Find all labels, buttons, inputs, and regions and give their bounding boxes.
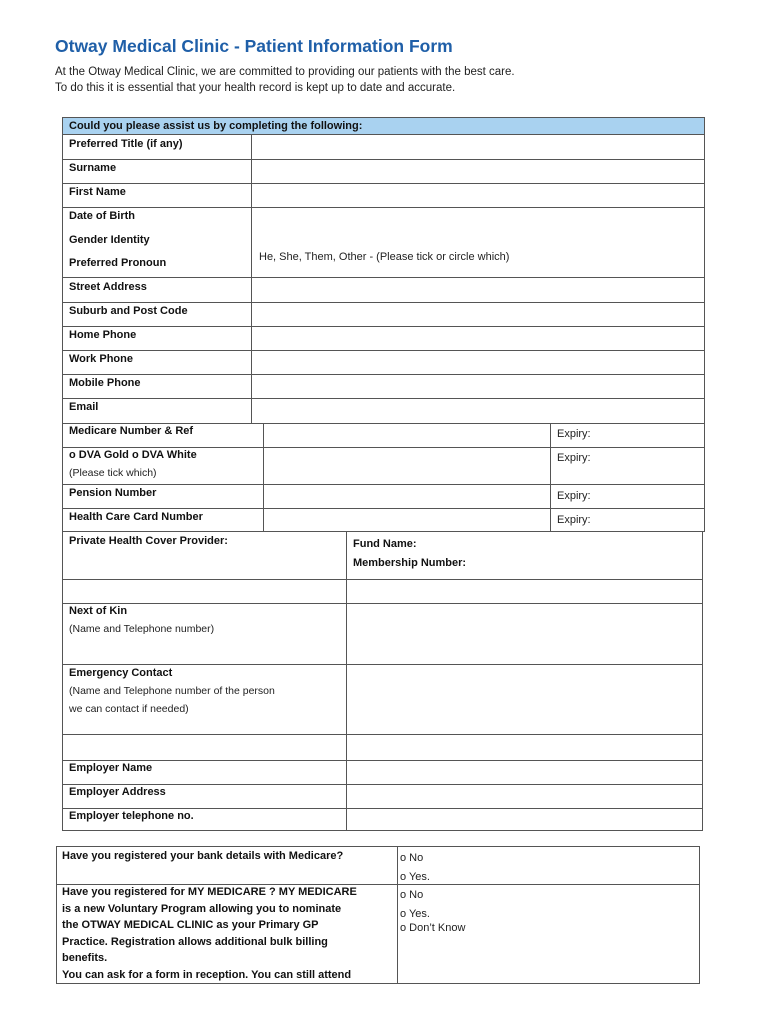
label-fund-name: Fund Name: <box>353 538 417 550</box>
intro-line-2: To do this it is essential that your health record is kept up to date and accurate. <box>55 82 456 94</box>
bank-no-option[interactable]: o No <box>400 852 424 864</box>
label-email: Email <box>69 401 99 413</box>
emergency-note-1: (Name and Telephone number of the person <box>69 685 275 697</box>
intro-text <box>55 64 515 96</box>
my-medicare-yes-option[interactable]: o Yes. <box>400 908 430 920</box>
label-next-of-kin: Next of Kin <box>69 605 128 617</box>
medicare-expiry: Expiry: <box>557 428 591 440</box>
label-employer-name: Employer Name <box>69 762 153 774</box>
my-medicare-no-option[interactable]: o No <box>400 889 424 901</box>
my-medicare-line-1: Have you registered for MY MEDICARE ? MY MEDICARE <box>62 886 357 898</box>
label-preferred-pronoun: Preferred Pronoun <box>69 257 167 269</box>
emergency-note-2: we can contact if needed) <box>69 703 189 715</box>
label-first-name: First Name <box>69 186 126 198</box>
next-of-kin-note: (Name and Telephone number) <box>69 623 215 635</box>
my-medicare-line-2: is a new Voluntary Program allowing you to nominate <box>62 902 342 915</box>
dva-note: (Please tick which) <box>69 467 157 479</box>
table-header-text: Could you please assist us by completing the following: <box>69 120 363 132</box>
my-medicare-line-6: You can ask for a form in reception. You can still attend <box>62 968 352 981</box>
label-preferred-title: Preferred Title (if any) <box>69 138 183 150</box>
label-gender-identity: Gender Identity <box>69 234 150 246</box>
pronoun-options[interactable]: He, She, Them, Other - (Please tick or circle which) <box>259 251 510 263</box>
label-dva[interactable]: o DVA Gold o DVA White <box>69 449 197 461</box>
question-my-medicare <box>62 884 357 983</box>
my-medicare-line-5: benefits. <box>62 952 108 964</box>
label-surname: Surname <box>69 162 117 174</box>
health-care-card-expiry: Expiry: <box>557 514 591 526</box>
label-medicare: Medicare Number & Ref <box>69 425 194 437</box>
table-header <box>62 117 705 135</box>
label-private-health: Private Health Cover Provider: <box>69 535 228 547</box>
question-bank-details: Have you registered your bank details with Medicare? <box>62 850 344 862</box>
label-suburb-post-code: Suburb and Post Code <box>69 305 188 317</box>
label-health-care-card: Health Care Card Number <box>69 511 203 523</box>
my-medicare-line-3: the OTWAY MEDICAL CLINIC as your Primary GP <box>62 919 319 931</box>
bank-yes-option[interactable]: o Yes. <box>400 871 430 883</box>
label-mobile-phone: Mobile Phone <box>69 377 141 389</box>
label-street-address: Street Address <box>69 281 147 293</box>
label-employer-address: Employer Address <box>69 786 166 798</box>
personal-details-table <box>62 134 705 424</box>
dva-expiry: Expiry: <box>557 452 591 464</box>
my-medicare-line-4: Practice. Registration allows additional bulk billing <box>62 935 328 948</box>
label-employer-phone: Employer telephone no. <box>69 810 194 822</box>
pension-expiry: Expiry: <box>557 490 591 502</box>
intro-line-1: At the Otway Medical Clinic, we are committed to providing our patients with the best care. <box>55 66 515 78</box>
label-emergency-contact: Emergency Contact <box>69 667 173 679</box>
label-date-of-birth: Date of Birth <box>69 210 135 222</box>
my-medicare-dont-know-option[interactable]: o Don’t Know <box>400 922 466 934</box>
label-membership-number: Membership Number: <box>353 557 467 569</box>
label-work-phone: Work Phone <box>69 353 133 365</box>
label-home-phone: Home Phone <box>69 329 137 341</box>
label-pension: Pension Number <box>69 487 157 499</box>
page-title: Otway Medical Clinic - Patient Information Form <box>55 36 453 56</box>
